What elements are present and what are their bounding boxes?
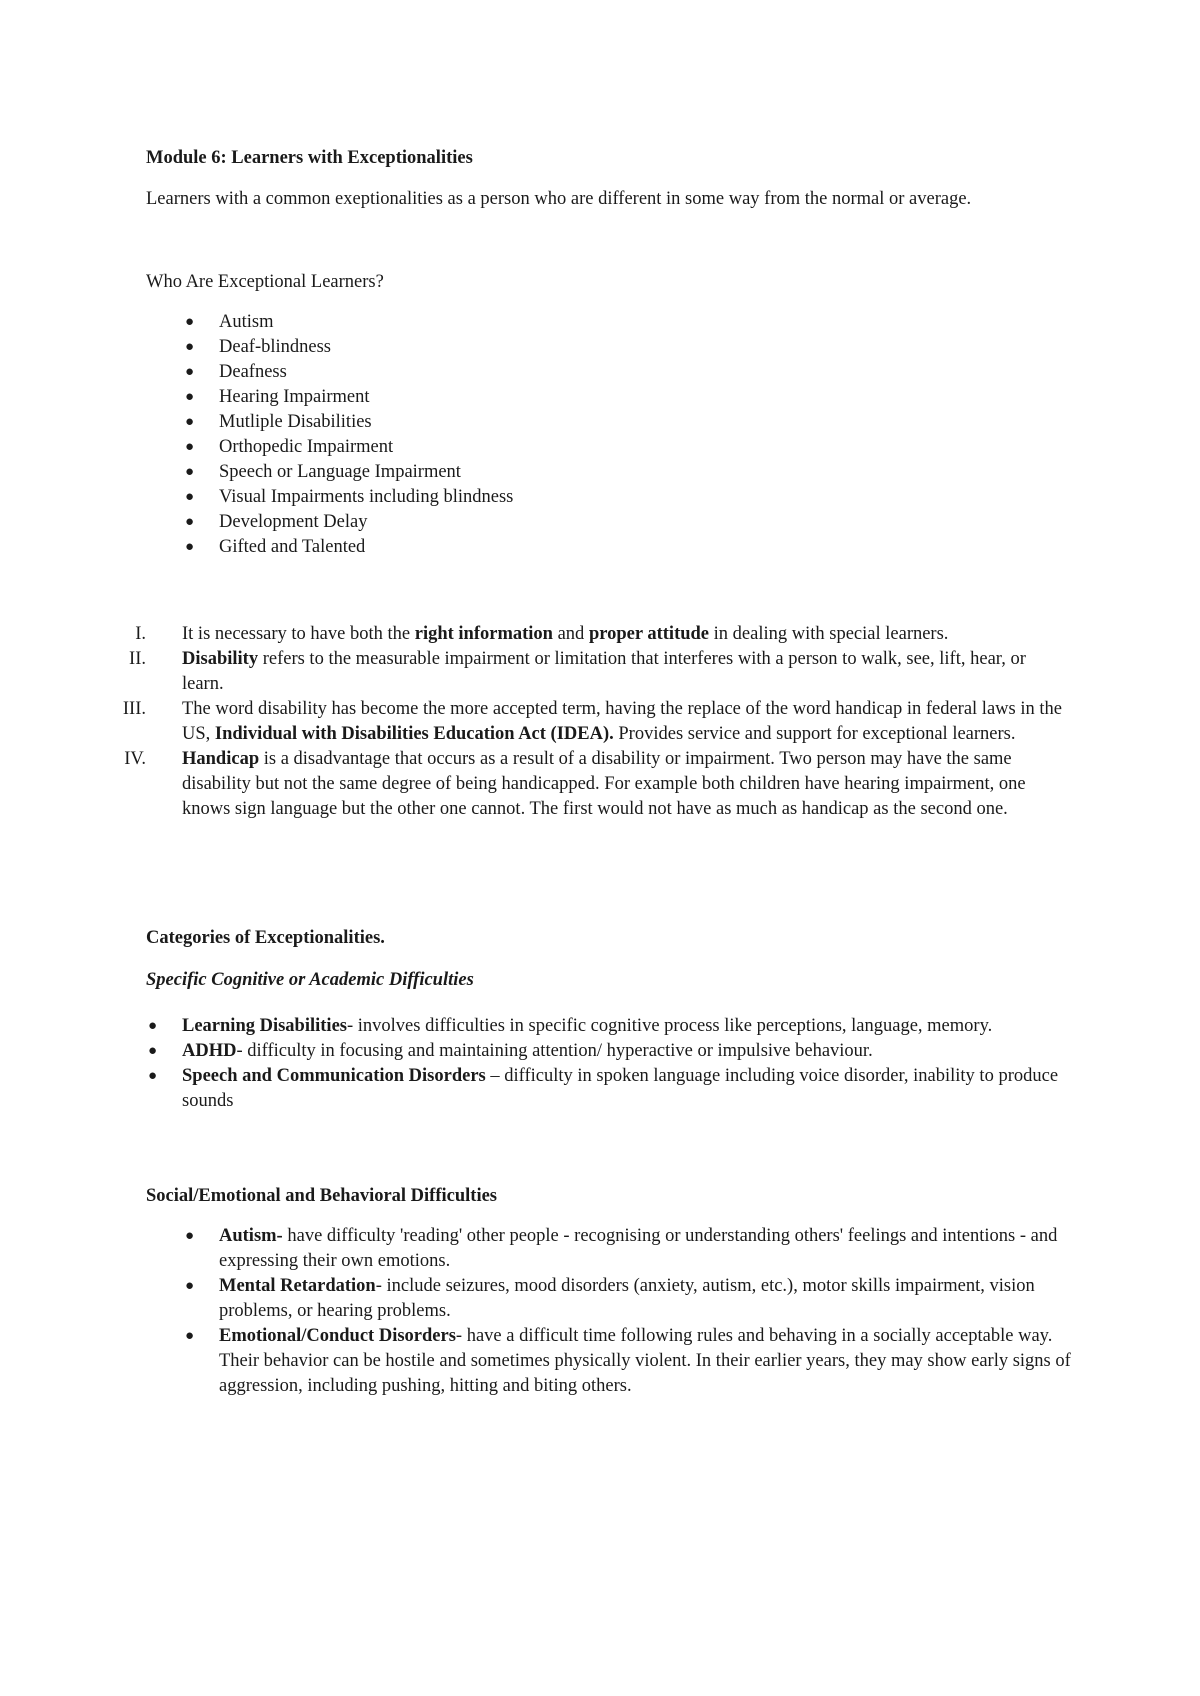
intro-paragraph: Learners with a common exeptionalities as a person who are different in some way from the normal or average. bbox=[146, 189, 972, 209]
bullet-icon: ● bbox=[185, 464, 195, 480]
bullet-icon: ● bbox=[185, 414, 195, 430]
bullet-icon: ● bbox=[185, 364, 195, 380]
list-item: ● Hearing Impairment bbox=[219, 385, 919, 410]
bullet-icon: ● bbox=[148, 1043, 158, 1059]
list-item: II. Disability refers to the measurable impairment or limitation that interferes with a person to walk, see, lift, hear, or learn. bbox=[129, 649, 1026, 694]
list-number: III. bbox=[122, 699, 146, 719]
bullet-icon: ● bbox=[148, 1018, 158, 1034]
cognitive-heading: Specific Cognitive or Academic Difficulties bbox=[146, 970, 474, 990]
list-item: ● Mutliple Disabilities bbox=[219, 410, 919, 435]
list-item: ● Orthopedic Impairment bbox=[219, 435, 919, 460]
categories-heading: Categories of Exceptionalities. bbox=[146, 928, 385, 948]
page-title: Module 6: Learners with Exceptionalities bbox=[146, 148, 473, 168]
list-item: ● Deafness bbox=[219, 360, 919, 385]
bullet-icon: ● bbox=[185, 1328, 195, 1344]
list-item: ● Mental Retardation- include seizures, mood disorders (anxiety, autism, etc.), motor skills impairment, vision problems, or hearing problems. bbox=[185, 1276, 1035, 1321]
cognitive-list bbox=[148, 1014, 1062, 1114]
list-item: IV. Handicap is a disadvantage that occurs as a result of a disability or impairment. Two person may have the same disability but not the same degree of being handicapped. For example both children have hearing impairment, one knows sign language but the other one cannot. The first would not have as much as handicap as the second one. bbox=[124, 749, 1026, 819]
list-item: ● Speech and Communication Disorders – difficulty in spoken language including voice disorder, inability to produce sounds bbox=[148, 1066, 1059, 1111]
who-heading: Who Are Exceptional Learners? bbox=[146, 272, 384, 292]
list-item: ● Autism bbox=[219, 310, 919, 335]
list-item: I. It is necessary to have both the right information and proper attitude in dealing with special learners. bbox=[182, 622, 1062, 647]
bullet-icon: ● bbox=[148, 1068, 158, 1084]
bullet-icon: ● bbox=[185, 514, 195, 530]
list-item: ● Deaf-blindness bbox=[219, 335, 919, 360]
list-item: III. The word disability has become the more accepted term, having the replace of the word handicap in federal laws in the US, Individual with Disabilities Education Act (IDEA). Provides service and support for exceptional learners. bbox=[122, 699, 1062, 744]
bullet-icon: ● bbox=[185, 439, 195, 455]
roman-numeral-list bbox=[122, 622, 1062, 822]
list-item: ● Visual Impairments including blindness bbox=[219, 485, 919, 510]
list-number: I. bbox=[135, 624, 146, 644]
list-number: IV. bbox=[124, 749, 146, 769]
bullet-icon: ● bbox=[185, 1228, 195, 1244]
bullet-icon: ● bbox=[185, 339, 195, 355]
social-heading: Social/Emotional and Behavioral Difficulties bbox=[146, 1186, 497, 1206]
list-item: ● Learning Disabilities- involves difficulties in specific cognitive process like perceptions, language, memory. bbox=[182, 1014, 1062, 1039]
bullet-icon: ● bbox=[185, 1278, 195, 1294]
bullet-icon: ● bbox=[185, 489, 195, 505]
bullet-icon: ● bbox=[185, 314, 195, 330]
list-item: ● Gifted and Talented bbox=[219, 535, 919, 560]
list-item: ● Development Delay bbox=[219, 510, 919, 535]
list-item: ● Emotional/Conduct Disorders- have a difficult time following rules and behaving in a socially acceptable way. Their behavior can be hostile and sometimes physically violent. In their earlier years, they may show early signs of aggression, including pushing, hitting and biting others. bbox=[185, 1326, 1071, 1396]
bullet-icon: ● bbox=[185, 539, 195, 555]
list-number: II. bbox=[129, 649, 146, 669]
list-item: ● ADHD- difficulty in focusing and maintaining attention/ hyperactive or impulsive behaviour. bbox=[182, 1039, 1062, 1064]
list-item: ● Autism- have difficulty 'reading' other people - recognising or understanding others' feelings and intentions - and expressing their own emotions. bbox=[185, 1226, 1058, 1271]
bullet-icon: ● bbox=[185, 389, 195, 405]
social-list bbox=[185, 1224, 1071, 1399]
list-item: ● Speech or Language Impairment bbox=[219, 460, 919, 485]
who-list bbox=[185, 310, 919, 560]
